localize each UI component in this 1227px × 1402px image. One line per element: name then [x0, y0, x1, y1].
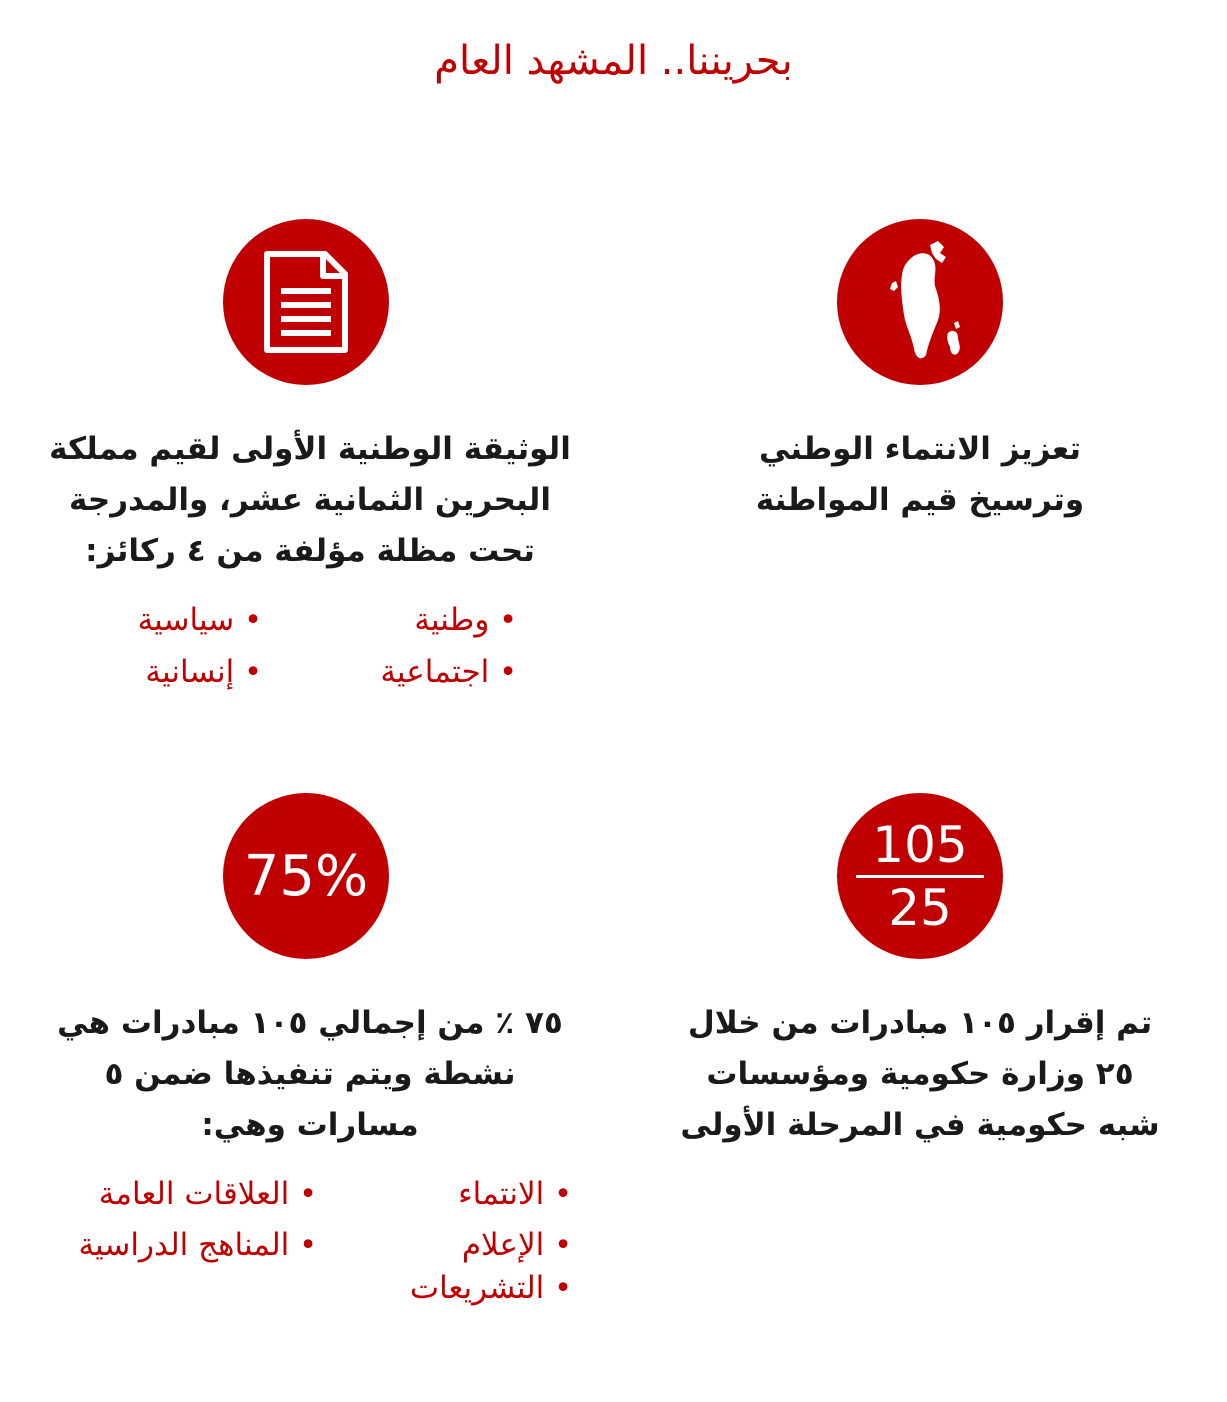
- initiatives-circle: [837, 793, 1003, 959]
- track-item: • الانتماء: [458, 1176, 572, 1212]
- numerator: 105: [872, 815, 968, 874]
- percent-circle: [223, 793, 389, 959]
- active-text: ٧٥ ٪ من إجمالي ١٠٥ مبادرات هي نشطة ويتم تنفيذها ضمن ٥ مسارات وهي:: [57, 1005, 563, 1143]
- initiatives-fraction: [856, 817, 984, 936]
- map-circle: [837, 219, 1003, 385]
- document-circle: [223, 219, 389, 385]
- document-icon: [263, 250, 349, 354]
- track-item: • المناهج الدراسية: [78, 1227, 317, 1263]
- charter-text: الوثيقة الوطنية الأولى لقيم مملكة البحرين الثمانية عشر، والمدرجة تحت مظلة مؤلفة من ٤ ركائز:: [49, 431, 571, 569]
- percent-value: 75%: [243, 843, 369, 909]
- track-item: • الإعلام: [462, 1227, 572, 1263]
- pillar-item: • إنسانية: [145, 654, 262, 690]
- pillar-item: • وطنية: [414, 602, 517, 638]
- page-title: بحريننا.. المشهد العام: [434, 38, 793, 84]
- bahrain-map-icon: [870, 237, 970, 367]
- fraction-bar: [856, 875, 984, 878]
- track-item: • التشريعات: [410, 1270, 572, 1306]
- initiatives-text: تم إقرار ١٠٥ مبادرات من خلال ٢٥ وزارة حكومية ومؤسسات شبه حكومية في المرحلة الأولى: [680, 1005, 1160, 1143]
- belonging-text: تعزيز الانتماء الوطني وترسيخ قيم المواطنة: [755, 431, 1085, 518]
- denominator: 25: [888, 878, 952, 937]
- pillar-item: • اجتماعية: [380, 654, 517, 690]
- track-item: • العلاقات العامة: [99, 1176, 317, 1212]
- pillar-item: • سياسية: [138, 602, 262, 638]
